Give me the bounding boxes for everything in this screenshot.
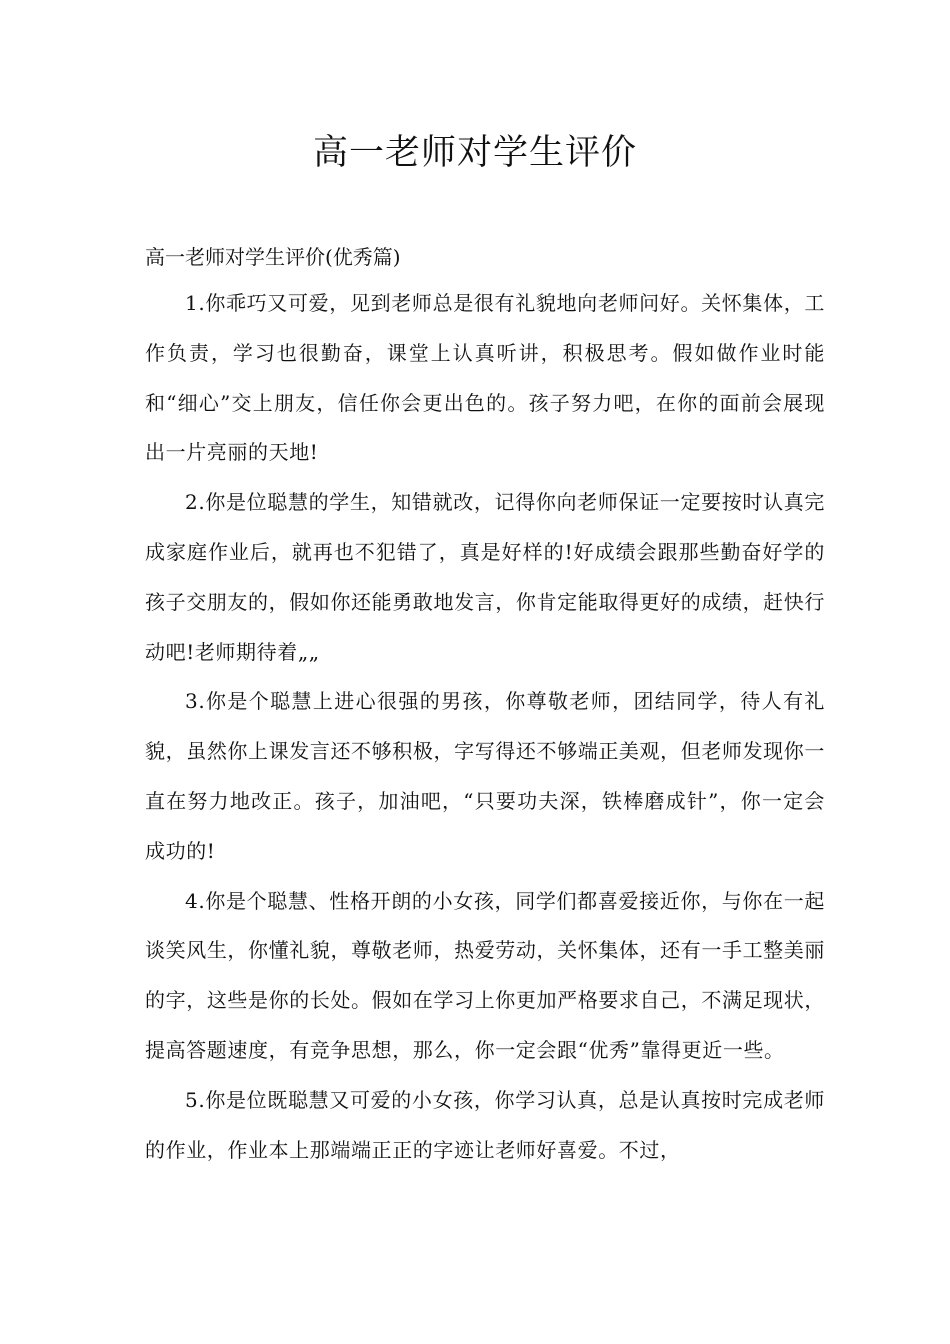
evaluation-paragraph-5: 5.你是位既聪慧又可爱的小女孩，你学习认真，总是认真按时完成老师的作业，作业本上那端端正正的字迹让老师好喜爱。不过，: [145, 1087, 825, 1162]
evaluation-paragraph-3: 3.你是个聪慧上进心很强的男孩，你尊敬老师，团结同学，待人有礼貌，虽然你上课发言还不够积极，字写得还不够端正美观，但老师发现你一直在努力地改正。孩子，加油吧，“只要功夫深，铁棒磨成针”，你一定会成功的!: [145, 689, 825, 863]
evaluation-paragraph-4: 4.你是个聪慧、性格开朗的小女孩，同学们都喜爱接近你，与你在一起谈笑风生，你懂礼貌，尊敬老师，热爱劳动，关怀集体，还有一手工整美丽的字，这些是你的长处。假如在学习上你更加严格要求自己，不满足现状，提高答题速度，有竞争思想，那么，你一定会跟“优秀”靠得更近一些。: [145, 888, 825, 1062]
document-title: 高一老师对学生评价: [312, 133, 637, 173]
document-body: [145, 279, 825, 1175]
evaluation-paragraph-2: 2.你是位聪慧的学生，知错就改，记得你向老师保证一定要按时认真完成家庭作业后，就再也不犯错了，真是好样的!好成绩会跟那些勤奋好学的孩子交朋友的，假如你还能勇敢地发言，你肯定能取得更好的成绩，赶快行动吧!老师期待着„„: [145, 490, 825, 664]
document-subtitle: 高一老师对学生评价(优秀篇): [145, 245, 401, 269]
evaluation-paragraph-1: 1.你乖巧又可爱，见到老师总是很有礼貌地向老师问好。关怀集体，工作负责，学习也很勤奋，课堂上认真听讲，积极思考。假如做作业时能和“细心”交上朋友，信任你会更出色的。孩子努力吧，在你的面前会展现出一片亮丽的天地!: [145, 291, 825, 465]
